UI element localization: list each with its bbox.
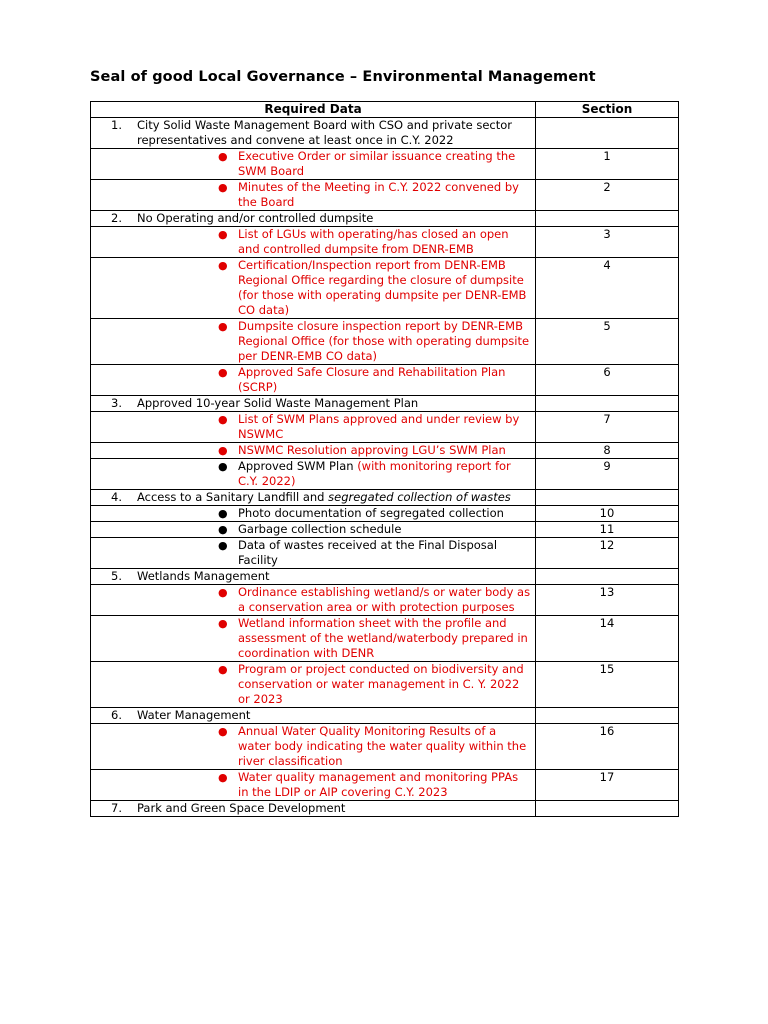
section-number: 8 xyxy=(536,443,679,459)
section-number: 6 xyxy=(536,365,679,396)
sub-item-cell xyxy=(91,724,536,770)
item-number: 6. xyxy=(111,708,122,722)
item-number: 4. xyxy=(111,490,122,504)
bullet-icon: ● xyxy=(218,460,228,473)
bullet-icon: ● xyxy=(218,725,228,738)
bullet-icon: ● xyxy=(218,539,228,552)
item-row xyxy=(91,211,679,227)
item-row xyxy=(91,118,679,149)
item-cell xyxy=(91,569,536,585)
sub-item-row xyxy=(91,227,679,258)
section-number: 7 xyxy=(536,412,679,443)
sub-item-row xyxy=(91,149,679,180)
sub-item-cell xyxy=(91,258,536,319)
item-text xyxy=(137,211,527,226)
sub-item-cell xyxy=(91,459,536,490)
item-text xyxy=(137,801,527,816)
header-section: Section xyxy=(536,102,679,118)
sub-item-cell xyxy=(91,585,536,616)
bullet-icon: ● xyxy=(218,507,228,520)
section-number: 9 xyxy=(536,459,679,490)
section-number: 2 xyxy=(536,180,679,211)
item-text-main: No Operating and/or controlled dumpsite xyxy=(137,211,374,225)
sub-item-cell xyxy=(91,149,536,180)
sub-item-text: Executive Order or similar issuance creating the SWM Board xyxy=(238,149,516,178)
section-number xyxy=(536,708,679,724)
item-cell xyxy=(91,211,536,227)
sub-item-cell xyxy=(91,538,536,569)
document-title: Seal of good Local Governance – Environmental Management xyxy=(90,69,596,85)
sub-item-cell xyxy=(91,180,536,211)
item-text xyxy=(137,708,527,723)
section-number xyxy=(536,569,679,585)
section-number: 10 xyxy=(536,506,679,522)
section-number xyxy=(536,211,679,227)
item-text xyxy=(137,569,527,584)
item-text-italic: segregated collection of wastes xyxy=(328,490,511,504)
sub-item-text: Approved SWM Plan xyxy=(238,459,358,473)
sub-item-row xyxy=(91,258,679,319)
item-row xyxy=(91,569,679,585)
item-text-main: Park and Green Space Development xyxy=(137,801,346,815)
item-number: 1. xyxy=(111,118,122,132)
section-number xyxy=(536,396,679,412)
sub-item-text: NSWMC Resolution approving LGU’s SWM Plan xyxy=(238,443,506,457)
section-number xyxy=(536,801,679,817)
bullet-icon: ● xyxy=(218,444,228,457)
section-number: 12 xyxy=(536,538,679,569)
bullet-icon: ● xyxy=(218,617,228,630)
item-row xyxy=(91,708,679,724)
sub-item-text: Dumpsite closure inspection report by DENR-EMB Regional Office (for those with operating dumpsite per DENR-EMB CO data) xyxy=(238,319,530,363)
item-number: 7. xyxy=(111,801,122,815)
item-cell xyxy=(91,490,536,506)
sub-item-row xyxy=(91,616,679,662)
section-number: 3 xyxy=(536,227,679,258)
sub-item-text: Garbage collection schedule xyxy=(238,522,402,536)
sub-item-row xyxy=(91,412,679,443)
section-number: 17 xyxy=(536,770,679,801)
sub-item-row xyxy=(91,459,679,490)
header-required-data: Required Data xyxy=(91,102,536,118)
sub-item-row xyxy=(91,319,679,365)
bullet-icon: ● xyxy=(218,366,228,379)
item-cell xyxy=(91,118,536,149)
sub-item-cell xyxy=(91,770,536,801)
sub-item-cell xyxy=(91,506,536,522)
section-number xyxy=(536,490,679,506)
sub-item-row xyxy=(91,724,679,770)
item-text-main: Wetlands Management xyxy=(137,569,270,583)
sub-item-cell xyxy=(91,227,536,258)
item-text xyxy=(137,118,527,148)
item-number: 2. xyxy=(111,211,122,225)
sub-item-text: List of LGUs with operating/has closed an open and controlled dumpsite from DENR-EMB xyxy=(238,227,509,256)
sub-item-row xyxy=(91,180,679,211)
sub-item-cell xyxy=(91,522,536,538)
item-cell xyxy=(91,396,536,412)
section-number: 15 xyxy=(536,662,679,708)
section-number: 5 xyxy=(536,319,679,365)
item-row xyxy=(91,490,679,506)
required-data-table xyxy=(90,101,679,817)
sub-item-text: Minutes of the Meeting in C.Y. 2022 convened by the Board xyxy=(238,180,519,209)
section-number: 4 xyxy=(536,258,679,319)
sub-item-cell xyxy=(91,616,536,662)
sub-item-text: Annual Water Quality Monitoring Results of a water body indicating the water quality within the river classification xyxy=(238,724,527,768)
sub-item-cell xyxy=(91,365,536,396)
bullet-icon: ● xyxy=(218,413,228,426)
section-number: 14 xyxy=(536,616,679,662)
bullet-icon: ● xyxy=(218,523,228,536)
bullet-icon: ● xyxy=(218,259,228,272)
sub-item-cell xyxy=(91,662,536,708)
bullet-icon: ● xyxy=(218,663,228,676)
sub-item-row xyxy=(91,506,679,522)
bullet-icon: ● xyxy=(218,320,228,333)
section-number: 11 xyxy=(536,522,679,538)
item-text xyxy=(137,490,527,505)
section-number: 1 xyxy=(536,149,679,180)
sub-item-cell xyxy=(91,443,536,459)
sub-item-text: Data of wastes received at the Final Disposal Facility xyxy=(238,538,498,567)
item-text-main: Access to a Sanitary Landfill and xyxy=(137,490,329,504)
table-header-row xyxy=(91,102,679,118)
item-text-main: City Solid Waste Management Board with CSO and private sector representatives and convene at least once in C.Y. 2022 xyxy=(137,118,513,147)
sub-item-cell xyxy=(91,319,536,365)
sub-item-text: Program or project conducted on biodiversity and conservation or water management in C. Y. 2022 or 2023 xyxy=(238,662,524,706)
item-row xyxy=(91,801,679,817)
item-number: 5. xyxy=(111,569,122,583)
section-number: 16 xyxy=(536,724,679,770)
sub-item-row xyxy=(91,443,679,459)
item-cell xyxy=(91,708,536,724)
item-text-main: Approved 10-year Solid Waste Management Plan xyxy=(137,396,419,410)
sub-item-cell xyxy=(91,412,536,443)
sub-item-text: Water quality management and monitoring PPAs in the LDIP or AIP covering C.Y. 2023 xyxy=(238,770,519,799)
sub-item-row xyxy=(91,538,679,569)
bullet-icon: ● xyxy=(218,771,228,784)
item-row xyxy=(91,396,679,412)
bullet-icon: ● xyxy=(218,181,228,194)
item-number: 3. xyxy=(111,396,122,410)
sub-item-row xyxy=(91,770,679,801)
bullet-icon: ● xyxy=(218,586,228,599)
sub-item-text: Wetland information sheet with the profile and assessment of the wetland/waterbody prepared in coordination with DENR xyxy=(238,616,528,660)
item-cell xyxy=(91,801,536,817)
sub-item-text-red: (with monitoring report for C.Y. 2022) xyxy=(238,459,511,488)
item-text-main: Water Management xyxy=(137,708,251,722)
sub-item-row xyxy=(91,365,679,396)
sub-item-text: Approved Safe Closure and Rehabilitation Plan (SCRP) xyxy=(238,365,506,394)
sub-item-text: List of SWM Plans approved and under review by NSWMC xyxy=(238,412,520,441)
item-text xyxy=(137,396,527,411)
sub-item-row xyxy=(91,522,679,538)
sub-item-row xyxy=(91,662,679,708)
sub-item-text: Photo documentation of segregated collection xyxy=(238,506,504,520)
bullet-icon: ● xyxy=(218,150,228,163)
bullet-icon: ● xyxy=(218,228,228,241)
section-number xyxy=(536,118,679,149)
section-number: 13 xyxy=(536,585,679,616)
sub-item-text: Certification/Inspection report from DENR-EMB Regional Office regarding the closure of dumpsite (for those with operating dumpsite per DENR-EMB CO data) xyxy=(238,258,527,317)
sub-item-row xyxy=(91,585,679,616)
sub-item-text: Ordinance establishing wetland/s or water body as a conservation area or with protection purposes xyxy=(238,585,531,614)
